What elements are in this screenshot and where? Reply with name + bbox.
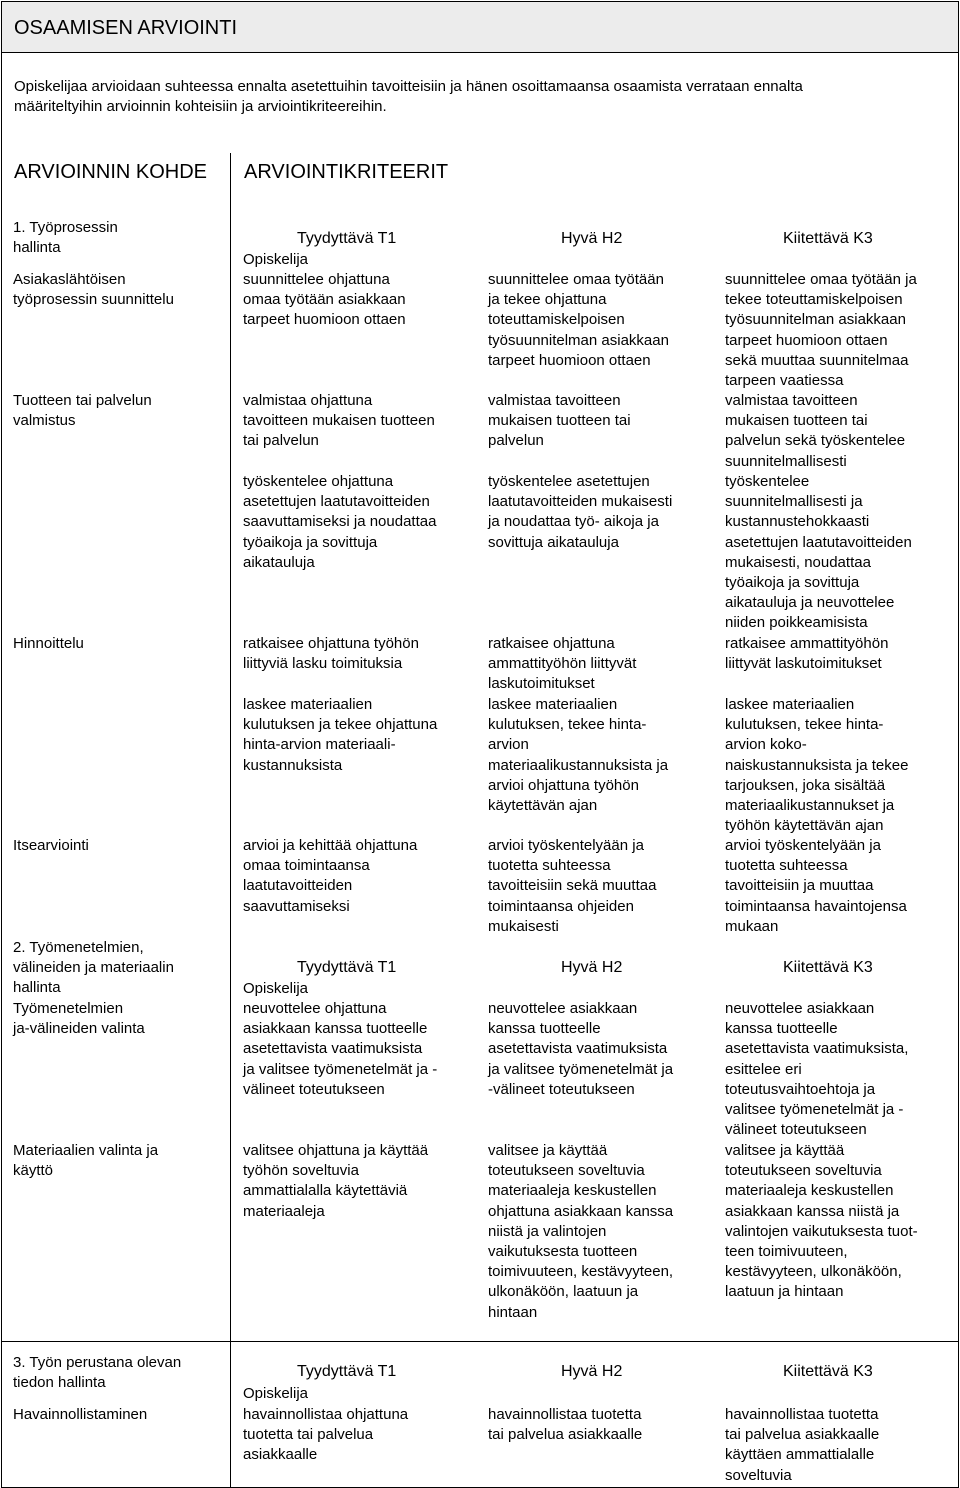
section1-opiskelija: Opiskelija [243, 251, 309, 268]
criteria-h2: valmistaa tavoitteen mukaisen tuotteen tai palvelun [488, 392, 631, 450]
criteria-k3: suunnittelee omaa työtään ja tekee toteuttamiskelpoisen työsuunnitelman asiakkaan tarpeet huomioon ottaen sekä muuttaa suunnitelmaa tarpeen vaatiessa [725, 271, 917, 390]
section1-level-k3: Kiitettävä K3 [783, 230, 873, 247]
section2-opiskelija: Opiskelija [243, 980, 309, 997]
row-label: Materiaalien valinta ja käyttö [13, 1142, 159, 1180]
criteria-t1: arvioi ja kehittää ohjattuna omaa toimintaansa laatutavoitteiden saavuttamiseksi [243, 837, 418, 915]
criteria-k3: laskee materiaalien kulutuksen, tekee hinta- arvion koko- naiskustannuksista ja tekee tarjouksen, joka sisältää materiaalikustannukset ja työhön käytettävän ajan [725, 696, 909, 835]
criteria-k3: valmistaa tavoitteen mukaisen tuotteen tai palvelun sekä työskentelee suunnitelmallisesti [725, 392, 906, 470]
title-box [1, 1, 959, 53]
criteria-k3: havainnollistaa tuotetta tai palvelua asiakkaalle käyttäen ammattialalle soveltuvia [725, 1406, 880, 1484]
section2-level-h2: Hyvä H2 [561, 959, 623, 976]
section3-level-t1: Tyydyttävä T1 [297, 1363, 397, 1380]
criteria-h2: työskentelee asetettujen laatutavoitteiden mukaisesti ja noudattaa työ- aikoja ja sovittuja aikatauluja [488, 473, 673, 551]
criteria-t1: havainnollistaa ohjattuna tuotetta tai palvelua asiakkaalle [243, 1406, 409, 1464]
criteria-t1: työskentelee ohjattuna asetettujen laatutavoitteiden saavuttamiseksi ja noudattaa työaikoja ja sovittuja aikatauluja [243, 473, 437, 571]
row-label: Havainnollistaminen [13, 1406, 148, 1423]
criteria-h2: arvioi työskentelyään ja tuotetta suhteessa tavoitteisiin sekä muuttaa toimintaansa ohjeiden mukaisesti [488, 837, 657, 935]
criteria-t1: valitsee ohjattuna ja käyttää työhön soveltuvia ammattialalla käytettäviä materiaaleja [243, 1142, 429, 1220]
criteria-t1: valmistaa ohjattuna tavoitteen mukaisen tuotteen tai palvelun [243, 392, 435, 450]
header-arvioinnin-kohde: ARVIOINNIN KOHDE [14, 161, 207, 183]
header-arviointikriteerit: ARVIOINTIKRITEERIT [244, 161, 449, 183]
criteria-h2: suunnittelee omaa työtään ja tekee ohjattuna toteuttamiskelpoisen työsuunnitelman asiakkaan tarpeet huomioon ottaen [488, 271, 669, 369]
section2-level-t1: Tyydyttävä T1 [297, 959, 397, 976]
row-label: Asiakaslähtöisen työprosessin suunnittelu [13, 271, 174, 309]
criteria-k3: ratkaisee ammattityöhön liittyvät laskutoimitukset [725, 635, 889, 673]
column-divider [230, 153, 231, 1488]
section1-title: 1. Työprosessin hallinta [13, 219, 118, 257]
section2-level-k3: Kiitettävä K3 [783, 959, 873, 976]
intro-text: Opiskelijaa arvioidaan suhteessa ennalta asetettuihin tavoitteisiin ja hänen osoittamaansa osaamista verrataan ennalta määriteltyihin arvioinnin kohteisiin ja arviointikriteereihin. [14, 78, 803, 116]
criteria-k3: arvioi työskentelyään ja tuotetta suhteessa tavoitteisiin ja muuttaa toimintaansa havaintojensa mukaan [725, 837, 907, 935]
criteria-t1: neuvottelee ohjattuna asiakkaan kanssa tuotteelle asetettavista vaatimuksista ja valitsee työmenetelmät ja - välineet toteutukseen [243, 1000, 438, 1098]
criteria-k3: valitsee ja käyttää toteutukseen soveltuvia materiaaleja keskustellen asiakkaan kanssa niistä ja valintojen vaikutuksesta tuot- teen toimivuuteen, kestävyyteen, ulkonäköön, laatuun ja hintaan [725, 1142, 918, 1301]
section1-level-h2: Hyvä H2 [561, 230, 623, 247]
criteria-t1: laskee materiaalien kulutuksen ja tekee ohjattuna hinta-arvion materiaali- kustannuksista [243, 696, 438, 774]
row-label: Itsearviointi [13, 837, 89, 854]
page-title: OSAAMISEN ARVIOINTI [14, 17, 238, 39]
row-label: Työmenetelmien ja-välineiden valinta [13, 1000, 145, 1038]
section2-title: 2. Työmenetelmien, välineiden ja materiaalin hallinta [13, 939, 174, 997]
section3-opiskelija: Opiskelija [243, 1385, 309, 1402]
row-label: Hinnoittelu [13, 635, 84, 652]
criteria-k3: neuvottelee asiakkaan kanssa tuotteelle asetettavista vaatimuksista, esittelee eri toteutusvaihtoehtoja ja valitsee työmenetelmät ja - välineet toteutukseen [725, 1000, 909, 1139]
criteria-h2: havainnollistaa tuotetta tai palvelua asiakkaalle [488, 1406, 643, 1444]
criteria-h2: neuvottelee asiakkaan kanssa tuotteelle asetettavista vaatimuksista ja valitsee työmenetelmät ja -välineet toteutukseen [488, 1000, 674, 1098]
section3-title: 3. Työn perustana olevan tiedon hallinta [13, 1354, 182, 1392]
criteria-t1: ratkaisee ohjattuna työhön liittyviä lasku toimituksia [243, 635, 419, 673]
section3-level-h2: Hyvä H2 [561, 1363, 623, 1380]
section1-level-t1: Tyydyttävä T1 [297, 230, 397, 247]
section3-level-k3: Kiitettävä K3 [783, 1363, 873, 1380]
criteria-t1: suunnittelee ohjattuna omaa työtään asiakkaan tarpeet huomioon ottaen [243, 271, 406, 329]
criteria-h2: valitsee ja käyttää toteutukseen soveltuvia materiaaleja keskustellen ohjattuna asiakkaan kanssa niistä ja valintojen vaikutuksesta tuotteen toimivuuteen, kestävyyteen, ulkonäköön, laatuun ja hintaan [488, 1142, 674, 1321]
criteria-h2: laskee materiaalien kulutuksen, tekee hinta- arvion materiaalikustannuksista ja arvioi ohjattuna työhön käytettävän ajan [488, 696, 669, 815]
row-label: Tuotteen tai palvelun valmistus [13, 392, 152, 430]
criteria-h2: ratkaisee ohjattuna ammattityöhön liittyvät laskutoimitukset [488, 635, 637, 693]
criteria-k3: työskentelee suunnitelmallisesti ja kustannustehokkaasti asetettujen laatutavoitteiden mukaisesti, noudattaa työaikoja ja sovittuja aikatauluja ja neuvottelee niiden poikkeamisista [725, 473, 912, 632]
